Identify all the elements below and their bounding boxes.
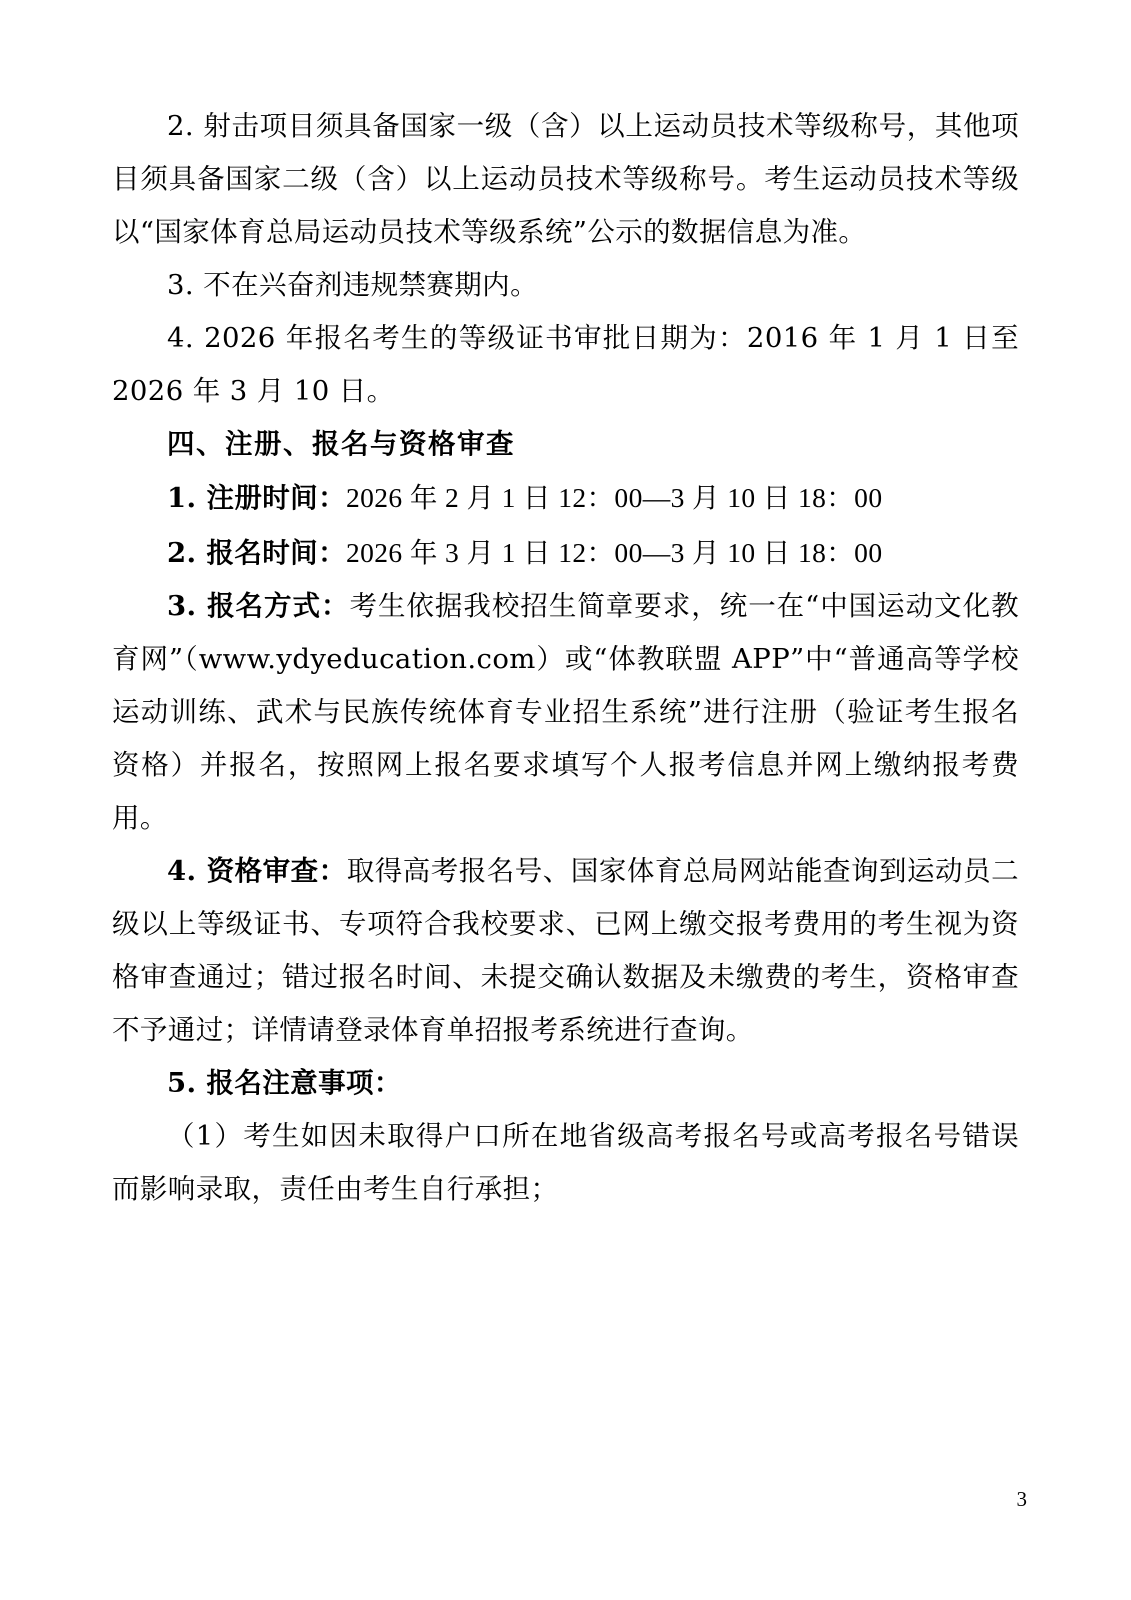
paragraph-item-2-signup-time bbox=[112, 526, 1019, 580]
document-body bbox=[112, 100, 1019, 1216]
label-signup-method: 3. 报名方式： bbox=[167, 589, 350, 622]
value-signup-time: 2026 年 3 月 1 日 12：00—3 月 10 日 18：00 bbox=[345, 536, 883, 568]
paragraph-item-3-signup-method bbox=[112, 580, 1019, 845]
paragraph-item-2-grade-requirement: 2. 射击项目须具备国家一级（含）以上运动员技术等级称号，其他项目须具备国家二级（含）以上运动员技术等级称号。考生运动员技术等级以“国家体育总局运动员技术等级系统”公示的数据信息为准。 bbox=[112, 110, 1019, 249]
paragraph-item-4-certificate-date: 4. 2026 年报名考生的等级证书审批日期为：2016 年 1 月 1 日至 2026 年 3 月 10 日。 bbox=[112, 322, 1019, 408]
paragraph-item-3-doping: 3. 不在兴奋剂违规禁赛期内。 bbox=[167, 269, 538, 302]
paragraph-item-4-qualification-review bbox=[112, 845, 1019, 1057]
label-qualification-review: 4. 资格审查： bbox=[167, 854, 347, 887]
heading-item-5-notes: 5. 报名注意事项： bbox=[167, 1067, 402, 1100]
paragraph-note-1: （1）考生如因未取得户口所在地省级高考报名号或高考报名号错误而影响录取，责任由考生自行承担； bbox=[112, 1120, 1019, 1206]
heading-section-four: 四、注册、报名与资格审查 bbox=[167, 428, 515, 461]
page-number: 3 bbox=[1016, 1487, 1027, 1511]
label-registration-time: 1. 注册时间： bbox=[167, 482, 346, 515]
value-signup-method: 考生依据我校招生简章要求，统一在“中国运动文化教育网”（www.ydyeducation.com）或“体教联盟 APP”中“普通高等学校运动训练、武术与民族传统体育专业招生系统”进行注册（验证考生报名资格）并报名，按照网上报名要求填写个人报考信息并网上缴纳报考费用。 bbox=[112, 589, 1019, 834]
value-registration-time: 2026 年 2 月 1 日 12：00—3 月 10 日 18：00 bbox=[345, 482, 883, 514]
paragraph-item-1-registration-time bbox=[112, 471, 1019, 525]
label-signup-time: 2. 报名时间： bbox=[167, 536, 346, 569]
value-qualification-review: 取得高考报名号、国家体育总局网站能查询到运动员二级以上等级证书、专项符合我校要求、已网上缴交报考费用的考生视为资格审查通过；错过报名时间、未提交确认数据及未缴费的考生，资格审查不予通过；详情请登录体育单招报考系统进行查询。 bbox=[112, 854, 1019, 1047]
